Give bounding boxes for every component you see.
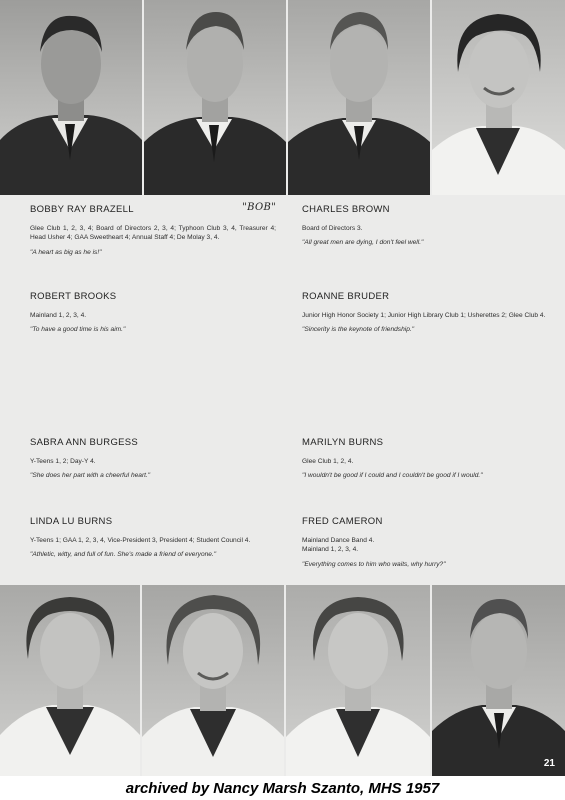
student-name: CHARLES BROWN <box>302 204 390 215</box>
activities: Y-Teens 1, 2; Day-Y 4. <box>30 458 96 465</box>
nickname: "BOB" <box>242 202 276 213</box>
entry-sabra-burgess <box>30 437 276 480</box>
portrait-photo-3 <box>288 0 430 195</box>
student-name: SABRA ANN BURGESS <box>30 437 139 448</box>
senior-quote: "Athletic, witty, and full of fun. She's made a friend of everyone." <box>30 551 217 559</box>
senior-quote: "I wouldn't be good if I could and I couldn't be good if I would." <box>302 472 483 480</box>
portrait-photo-8 <box>432 585 565 776</box>
portrait-photo-6 <box>142 585 284 776</box>
entry-marilyn-burns <box>302 437 550 480</box>
activities: Glee Club 1, 2, 3, 4; Board of Directors 2, 3, 4; Typhoon Club 3, 4, Treasurer 4; Head Usher 4; GAA Sweetheart 4; Annual Staff 4; De Molay 3, 4. <box>30 225 276 242</box>
senior-quote: "She does her part with a cheerful heart." <box>30 472 151 480</box>
portrait-photo-5 <box>0 585 140 776</box>
student-name: ROBERT BROOKS <box>30 291 117 302</box>
student-name: LINDA LU BURNS <box>30 516 113 527</box>
portrait-photo-4 <box>432 0 565 195</box>
entry-roanne-bruder <box>302 291 550 334</box>
senior-quote: "Sincerity is the keynote of friendship." <box>302 326 415 334</box>
entry-fred-cameron <box>302 516 550 569</box>
activities: Junior High Honor Society 1; Junior High Library Club 1; Usherettes 2; Glee Club 4. <box>302 312 546 319</box>
senior-quote: "To have a good time is his aim." <box>30 326 126 334</box>
activities: Y-Teens 1; GAA 1, 2, 3, 4, Vice-President 3, President 4; Student Council 4. <box>30 537 251 544</box>
entry-charles-brown <box>302 204 550 247</box>
portrait-photo-1 <box>0 0 142 195</box>
activities: Mainland Dance Band 4. Mainland 1, 2, 3, 4. <box>302 537 375 554</box>
student-name: FRED CAMERON <box>302 516 383 527</box>
entry-linda-burns <box>30 516 276 559</box>
activities: Mainland 1, 2, 3, 4. <box>30 312 87 319</box>
entry-bobby-brazell <box>30 204 276 257</box>
activities: Board of Directors 3. <box>302 225 363 232</box>
page-number: 21 <box>543 758 555 769</box>
portrait-photo-2 <box>144 0 286 195</box>
student-name: ROANNE BRUDER <box>302 291 390 302</box>
senior-quote: "Everything comes to him who waits, why hurry?" <box>302 560 446 568</box>
archive-caption: archived by Nancy Marsh Szanto, MHS 1957 <box>125 779 440 797</box>
entry-robert-brooks <box>30 291 276 334</box>
student-name: MARILYN BURNS <box>302 437 384 448</box>
senior-quote: "A heart as big as he is!" <box>30 248 102 256</box>
student-name: BOBBY RAY BRAZELL "BOB" <box>30 202 276 215</box>
activities: Glee Club 1, 2, 4. <box>302 458 354 465</box>
senior-quote: "All great men are dying, I don't feel well." <box>302 239 424 247</box>
portrait-photo-7 <box>286 585 430 776</box>
